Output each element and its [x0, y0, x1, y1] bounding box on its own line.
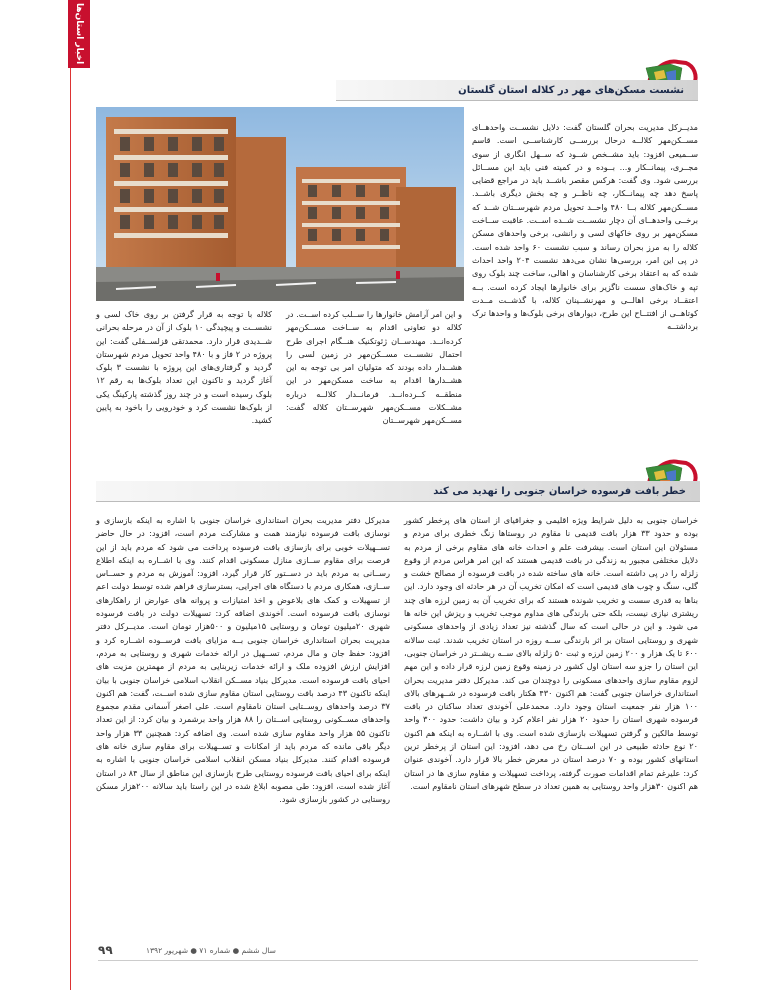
article1-title: نشست مسکن‌های مهر در کلاله استان گلستان [458, 84, 684, 96]
margin-rule [70, 0, 71, 990]
article2-title: خطر بافت فرسوده خراسان جنوبی را تهدید می کند [433, 485, 686, 497]
page-number: ۹۹ [98, 943, 113, 957]
article2-text: مدیرکل دفتر مدیریت بحران استانداری خراسان جنوبی با اشاره به اینکه بازسازی و نوسازی بافت فرسوده نیازمند همت و مشارکت مردم است، افزود: در حال حاضر تســهیلات خوبی برای بازسازی بافت فرسوده پرداخت می شود که مردم باید از این فرصت برای مقاوم ســازی منازل مسکونی اقدام کنند. وی با اشــاره به اینکه اطلاع رســانی به مردم باید در دســتور کار قرار گیرد، افزود: آموزش به مردم و حســاس ســازی، همکاری مردم با دستگاه های اجرایی، بسترسازی فراهم شده توسط دولت اعم از تسهیلات و کمک های بلاعوض و اخذ امتیازات و پروانه های عوارض از راهکارهای نوسازی بافت فرسوده است. آخوندی اضافه کرد: تسهیلات دولت در بافت فرسوده شهری ۲۰میلیون تومان و روستایی ۱۵میلیون و ۵۰۰هزار تومان است. مدیــرکل دفتر مدیریت بحران استانداری خراسان جنوبی بــه مزایای بافت فرســوده اشــاره کرد و افزود: حفظ جان و مال مردم، تســهیل در ارائه خدمات شهری و روستایی به مردم، افزایش ارزش افزوده ملک و ارائه خدمات زیربنایی به مردم از مهمترین مزیت های احیای بافت فرسوده است. مدیرکل بنیاد مســکن انقلاب اسلامی خراسان جنوبی با بیان اینکه تاکنون ۴۳ درصد بافت روستایی استان مقاوم سازی شده اســت، گفت: هم اکنون ۳۷ درصد واحدهای روســتایی استان نامقاوم است. علی اصغر آسمانی مقدم مجموع واحدهای مســکونی روستایی اســتان را ۸۸ هزار واحد برشمرد و بیان کرد: از این تعداد تاکنون ۵۵ هزار واحد مقاوم سازی شده است. وی اضافه کرد: همچنین ۳۳ هزار واحد دیگر باقی مانده که مردم باید از امکانات و تســهیلات برای مقاوم سازی خانه های فرسوده اقدام کنند. مدیرکل بنیاد مسکن انقلاب اسلامی خراسان جنوبی با اشاره به اینکه برای احیای بافت فرسوده روستایی طرح بازسازی این مناطق از سال ۸۴ در استان آغاز شده است، افزود: طی مصوبه ابلاغ شده در این راستا باید سالانه ۲۰۰هزار مسکن روستایی در کشور بازسازی شود. [96, 515, 391, 805]
article2-text: خراسان جنوبی به دلیل شرایط ویژه اقلیمی و جغرافیای از استان های پرخطر کشور بوده و حدود ۳۳ هزار بافت قدیمی نا مقاوم در روستاها زنگ خطری برای مردم و مسئولان این استان است. بیشرفت علم و احداث خانه های مقاوم برخی از مردم به دلایل مختلفی مجبور به زندگی در بافت قدیمی هستند که این امر هراس مردم از وقوع زلزله را در پی داشته است. خانه های ساخته شده در بافت فرسوده از مصالح خشت و گلی، سنگ و چوب های قدیمی است که امکان تخریب آن در هر حادثه ای وجود دارد. این بناها به قدری سست و تخریب شونده هستند که برای تخریب آن به زمین لرزه های چند ریشتری نیازی نیست، بلکه حتی بارندگی های مداوم موجب تخریب و ریزش این خانه ها می شود. و این در حالی است که سال گذشته نیز تعداد زیادی از واحدهای مسکونی شهری و روستایی استان بر اثر بارندگی ســه روزه در استان تخریب شدند. ثبت سالانه ۶۰۰ تا یک هزار و ۲۰۰ زمین لرزه و ثبت ۵۰ زلزله بالای ســه ریشــتر در خراسان جنوبی، این استان را جزو سه استان اول کشور در زمینه وقوع زمین لرزه قرار داده و این مهم لزوم مقاوم سازی واحدهای مسکونی را دوچندان می کند. مدیرکل دفتر مدیریت بحران استانداری خراسان جنوبی گفت: هم اکنون ۴۳۰ هکتار بافت فرسوده در شــهرهای بالای ۱۰۰ هزار نفر جمعیت استان وجود دارد. محمدعلی آخوندی تعداد ساکنان در بافت فرسوده شهری استان را حدود ۲۰ هزار نفر اعلام کرد و بیان داشت: حدود ۳۰۰ واحد توسط مالکین و گرفتن تسهیلات بازسازی شده است. وی با اشــاره به اینکه هم اکنون ۲۰ نوع حادثه طبیعی در این اســتان رخ می دهد، افزود: این استان از پرخطر ترین استانهای کشور بوده و ۷۰ درصد استان در معرض خطر بالا قرار دارد. آخوندی عنوان کرد: علیرغم تمام اقدامات صورت گرفته، پرداخت تسهیلات و مقاوم سازی ها در استان هم اکنون ۳۰هزار واحد روستایی به همین تعداد در سطح شهرهای استان نامقاوم است. [404, 515, 699, 791]
issue-info: سال ششم ● شماره ۷۱ ● شهریور ۱۳۹۲ [146, 946, 276, 955]
section-tab-label: اخبار استان‌ها [74, 3, 84, 65]
section-tab [68, 0, 90, 68]
article1-title-bar [336, 80, 698, 101]
article1-column-middle [286, 308, 462, 453]
article1-column-right [472, 121, 698, 451]
article1-photo [96, 107, 464, 301]
article2-column-left [96, 514, 390, 938]
article1-text: کلاله با توجه به قرار گرفتن بر روی خاک لسی و نشســت و پیچیدگی ۱۰ بلوک از آن در مرحله بحرانی شــدیدی قرار دارد. محمدتقی قزلســفلی گفت: این پروژه در ۲ فاز و با ۴۸۰ واحد تحویل مردم شهرستان گردید و گرفتاری‌های این پروژه با نشست ۳ بلوک آغاز گردید و تاکنون این تعداد بلوک‌ها به رقم ۱۲ بلوک رسیده است و در چند روز گذشته پارکینگ یکی از بلوک‌ها نشست کرد و خودرویی را باخود به پایین کشید. [96, 309, 272, 426]
footer-divider [98, 960, 698, 961]
article1-text: و این امر آرامش خانوارها را ســلب کرده اســت. در کلاله دو تعاونی اقدام به ســاخت مســکن‌مهر کرده‌انــد. مهندســان ژئوتکنیک هنــگام اجرای طرح احتمال نشســت مســکن‌مهر در زمین لسی را هشــدار داده بودند که متولیان امر بی توجه به این هشــدارها اقدام به ساخت مسکن‌مهر در این منطقــه کــرده‌انــد. فرمانــدار کلالــه درباره مشــکلات مســکن‌مهر شهرســتان کلاله گفت: مســکن‌مهر شهرســتان [286, 309, 462, 426]
article1-text: مدیــرکل مدیریت بحران گلستان گفت: دلایل نشســت واحدهــای مســکن‌مهر کلالــه درحال بررســی کارشناســی است. قاسم ســمیعی افزود: باید مشــخص شــود که ســهل انگاری از سوی مجــری، پیمانــکار و... بــوده و در کمیته فنی باید این مســائل بررسی شود. وی گفت: هرکس مقصر باشــد باید در مراجع قضایی پاسخ دهد چه پیمانــکار، چه ناظــر و چه بخش دیگری باشــد. مســکن‌مهر کلاله بــا ۴۸۰ واحــد تحویل مردم شهرســتان شــد که برخــی واحدهــای آن دچار نشســت شــده اســت. عاقبت ســاخت مسکن‌مهر بر روی خاکهای لسی و رانشی، برخی واحدهای مسکن کلاله را به مرز بحران رساند و سبب نشست ۶۰ واحد شده است. در پی این امر، بررسی‌ها نشان می‌دهد نشست ۲۰۴ واحد احداث شده که به اعتقاد برخی کارشناسان و اهالی، ساخت چند بلوک روی تپه و خاک‌های سست ناگزیر برای خانوارها ایجاد کرده است. بــه اعتقــاد برخی اهالــی و مهرنشــینان کلاله، با گذشــت مــدت کوتاهــی از افتتــاح این طرح، دیوارهای برخی بلوک‌ها و واحدها ترک برداشتــه [472, 122, 698, 332]
article1-column-left [96, 308, 272, 453]
apartment-buildings-image [96, 107, 464, 301]
article2-title-bar [96, 481, 700, 502]
article2-column-right [404, 514, 698, 938]
